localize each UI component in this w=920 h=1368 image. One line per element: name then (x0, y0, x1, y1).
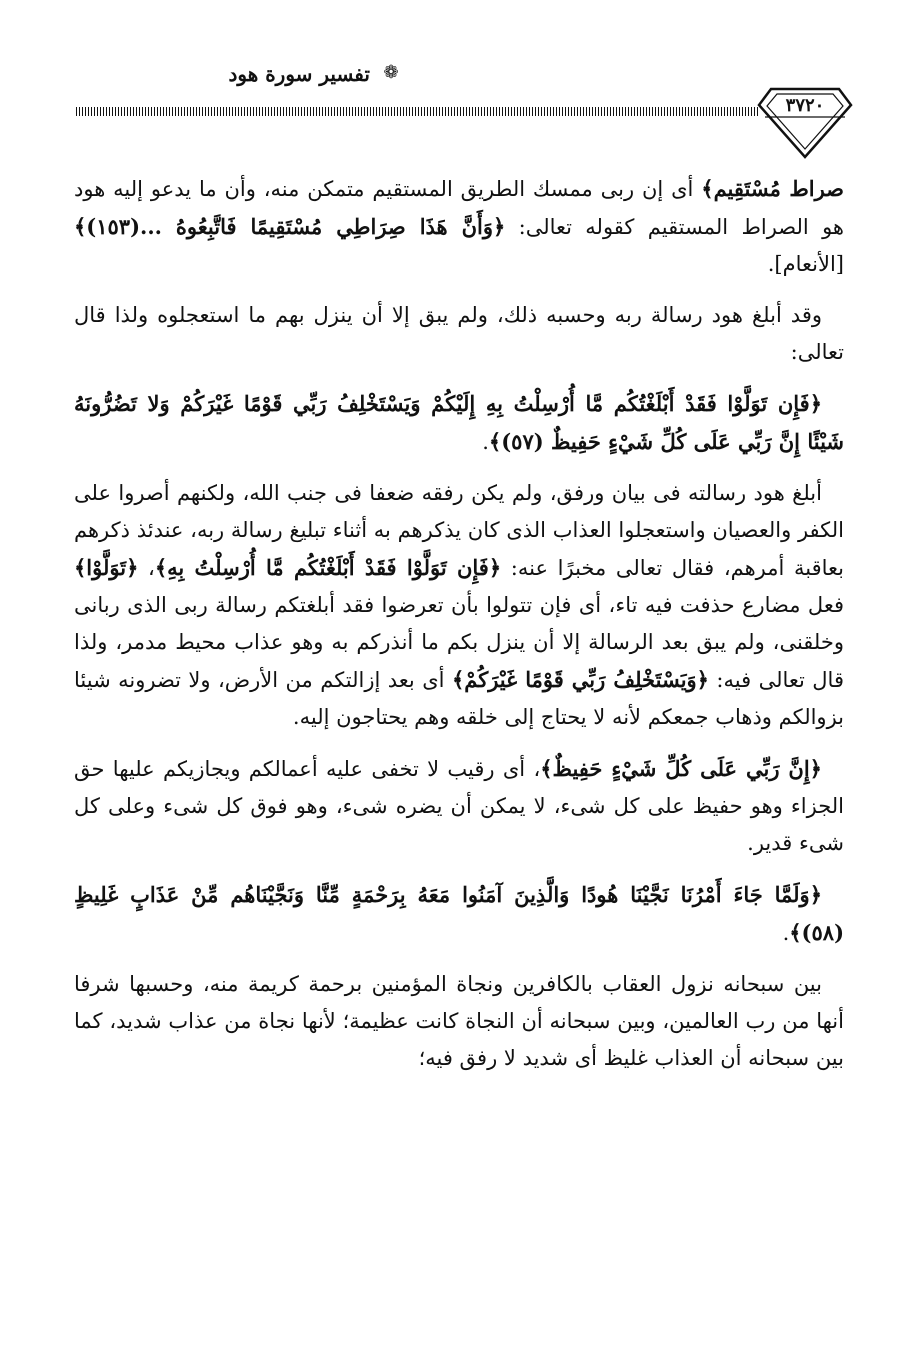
commentary-text: . (782, 921, 790, 945)
commentary-text: أى إن ربى ممسك الطريق المستقيم متمكن منه، وأن ما يدعو إليه هود هو الصراط المستقيم كقوله تعالى: (74, 177, 844, 239)
paragraph (74, 170, 844, 283)
commentary-text: ، (138, 556, 155, 580)
quran-verse: ﴿وَأَنَّ هَذَا صِرَاطِي مُسْتَقِيمًا فَاتَّبِعُوهُ ...(١٥٣)﴾ (74, 214, 506, 239)
running-title: تفسير سورة هود (228, 62, 370, 86)
paragraph (74, 750, 844, 862)
body-text (74, 170, 844, 1091)
paragraph (74, 966, 844, 1077)
quran-verse: ﴿تَوَلَّوْا﴾ (74, 555, 139, 580)
commentary-text: . (482, 430, 489, 454)
quran-verse: ﴿فَإِن تَوَلَّوْا فَقَدْ أَبْلَغْتُكُم مَّا أُرْسِلْتُ بِهِ﴾ (154, 555, 502, 580)
quran-verse: ﴿وَلَمَّا جَاءَ أَمْرُنَا نَجَّيْنَا هُودًا وَالَّذِينَ آمَنُوا مَعَهُ بِرَحْمَةٍ مِّنَّا وَنَجَّيْنَاهُم مِّنْ عَذَابٍ غَلِيظٍ (٥٨)﴾ (74, 882, 844, 945)
commentary-text: بين سبحانه نزول العقاب بالكافرين ونجاة المؤمنين برحمة كريمة منه، وحسبها شرفا أنها من رب العالمين، وبين سبحانه أن النجاة كانت عظيمة؛ لأنها نجاة من عذاب شديد، كما بين سبحانه أن العذاب غليظ أى شديد لا رفق فيه؛ (74, 972, 844, 1070)
quran-verse: ﴿فَإِن تَوَلَّوْا فَقَدْ أَبْلَغْتُكُم مَّا أُرْسِلْتُ بِهِ إِلَيْكُمْ وَيَسْتَخْلِفُ رَبِّي قَوْمًا غَيْرَكُمْ وَلا تَضُرُّونَهُ شَيْئًا إِنَّ رَبِّي عَلَى كُلِّ شَيْءٍ حَفِيظٌ (٥٧)﴾ (74, 391, 844, 454)
page-number: ٣٧٢٠ (785, 95, 825, 116)
quran-verse: ﴿وَيَسْتَخْلِفُ رَبِّي قَوْمًا غَيْرَكُمْ﴾ (451, 667, 709, 692)
paragraph (74, 876, 844, 952)
quran-verse: صراط مُسْتَقِيم﴾ (701, 176, 845, 201)
ornament-icon: ❁ (383, 62, 399, 83)
page-number-badge (757, 87, 853, 159)
quran-verse: ﴿إِنَّ رَبِّي عَلَى كُلِّ شَيْءٍ حَفِيظٌ﴾ (540, 756, 822, 781)
commentary-text: [الأنعام]. (767, 252, 844, 276)
header-rule (76, 107, 758, 116)
commentary-text: أبلغ هود رسالته فى بيان ورفق، ولم يكن رفقه ضعفا فى جنب الله، ولكنهم أصروا على الكفر والعصيان واستعجلوا العذاب الذى كان يذكرهم به أثناء تبليغ رسالة ربه، عندئذ ذكرهم بعاقبة أمرهم، فقال تعالى مخبرًا عنه: (74, 481, 844, 580)
paragraph (74, 385, 844, 461)
paragraph (74, 297, 844, 371)
commentary-text: فعل مضارع حذفت فيه تاء، أى فإن تتولوا بأن تعرضوا فقد أبلغتكم رسالة ربى الذى ربانى وخلقنى، ولم يبق بعد الرسالة إلا أن ينزل بكم ما أنذركم به وهو عذاب محيط مدمر، ولذا قال تعالى فيه: (74, 593, 844, 692)
commentary-text: أى بعد إزالتكم من الأرض، ولا تضرونه شيئا بزوالكم وذهاب جمعكم لأنه لا يحتاج إلى خلقه وهم يحتاجون إليه. (74, 668, 844, 729)
commentary-text: ، أى رقيب لا تخفى عليه أعمالكم ويجازيكم عليها حق الجزاء وهو حفيظ على كل شىء، لا يمكن أن يضره شىء، وهو فوق كل شىء وعلى كل شىء قدير. (74, 757, 844, 855)
commentary-text: وقد أبلغ هود رسالة ربه وحسبه ذلك، ولم يبق إلا أن ينزل بهم ما استعجلوه ولذا قال تعالى: (74, 303, 844, 364)
paragraph (74, 475, 844, 736)
